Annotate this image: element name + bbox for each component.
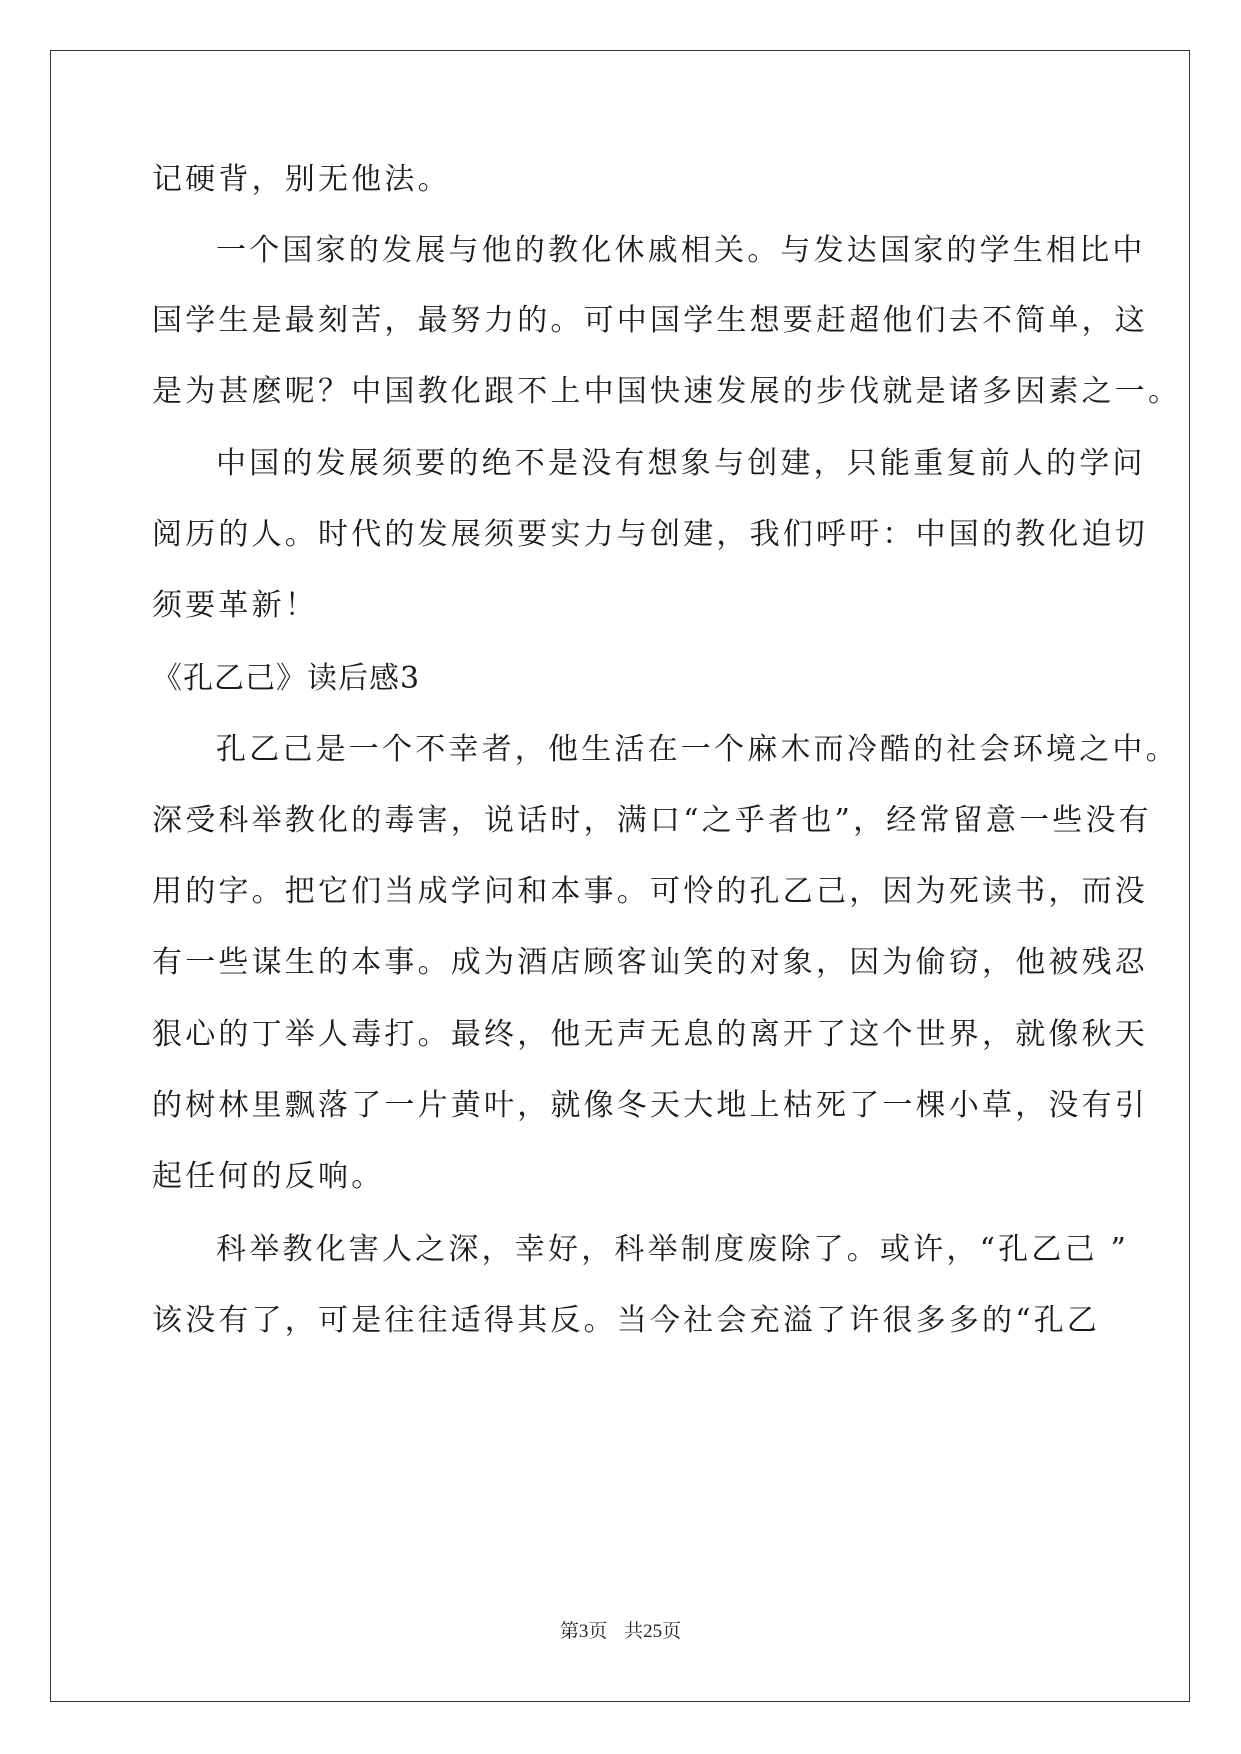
page-footer xyxy=(0,1620,1241,1644)
paragraph-start: 一个国家的发展与他的教化休戚相关。与发达国家的学生相比中 xyxy=(216,233,1146,268)
text-line: 起任何的反响。 xyxy=(152,1159,385,1194)
page-number: 第3页 xyxy=(559,1621,608,1642)
text-line: 须要革新！ xyxy=(152,588,318,623)
text-line: 国学生是最刻苦，最努力的。可中国学生想要赶超他们去不简单，这 xyxy=(152,303,1148,338)
paragraph-start: 孔乙己是一个不幸者，他生活在一个麻木而冷酷的社会环境之中。 xyxy=(216,732,1179,767)
text-line: 深受科举教化的毒害，说话时，满口“之乎者也”，经常留意一些没有 xyxy=(152,803,1152,838)
text-line: 记硬背，别无他法。 xyxy=(152,162,451,197)
paragraph-start: 中国的发展须要的绝不是没有想象与创建，只能重复前人的学问 xyxy=(216,446,1146,481)
page-total: 共25页 xyxy=(624,1621,682,1642)
text-line: 该没有了，可是往往适得其反。当今社会充溢了许很多多的“孔乙 xyxy=(152,1303,1101,1338)
text-line: 用的字。把它们当成学问和本事。可怜的孔乙己，因为死读书，而没 xyxy=(152,874,1148,909)
text-line: 的树林里飘落了一片黄叶，就像冬天大地上枯死了一棵小草，没有引 xyxy=(152,1088,1148,1123)
text-line: 阅历的人。时代的发展须要实力与创建，我们呼吁：中国的教化迫切 xyxy=(152,517,1148,552)
section-heading: 《孔乙己》读后感3 xyxy=(152,661,421,696)
text-line: 有一些谋生的本事。成为酒店顾客讪笑的对象，因为偷窃，他被残忍 xyxy=(152,945,1148,980)
text-line: 是为甚麽呢？中国教化跟不上中国快速发展的步伐就是诸多因素之一。 xyxy=(152,374,1182,409)
text-line: 狠心的丁举人毒打。最终，他无声无息的离开了这个世界，就像秋天 xyxy=(152,1017,1148,1052)
paragraph-start: 科举教化害人之深，幸好，科举制度废除了。或许，“孔乙己 ” xyxy=(216,1232,1130,1267)
